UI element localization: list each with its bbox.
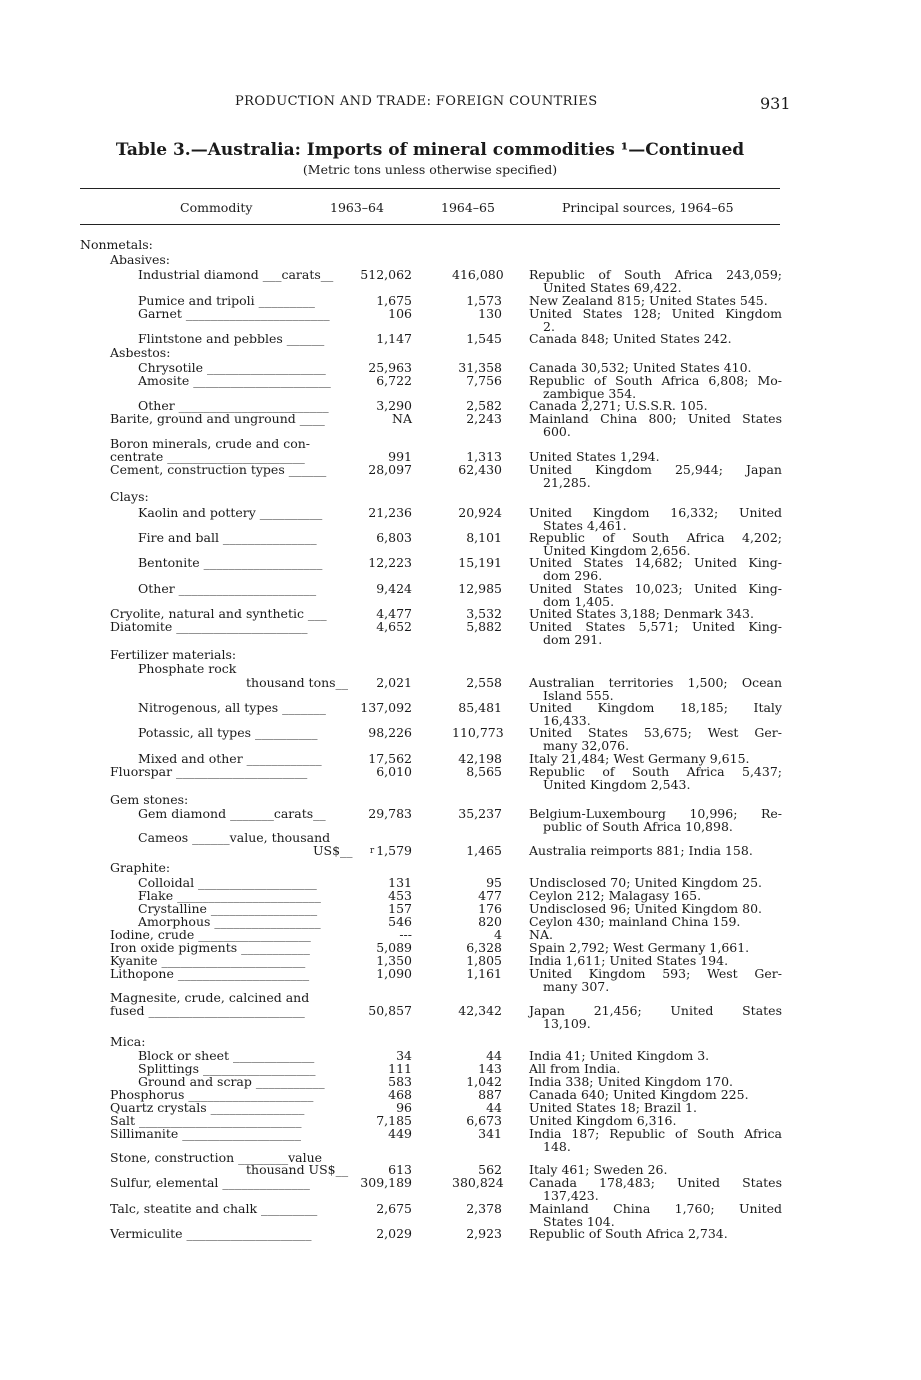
value-1964-65-cell: 6,673	[466, 1113, 502, 1128]
value-1964-65-cell: 2,558	[466, 675, 502, 690]
commodity-cell: Boron minerals, crude and con-	[110, 436, 310, 451]
principal-sources-line: Republic of South Africa 6,808; Mo-	[529, 373, 782, 388]
value-1964-65-cell: 2,582	[466, 398, 502, 413]
principal-sources-line: Undisclosed 96; United Kingdom 80.	[529, 901, 763, 916]
principal-sources-continuation: 16,433.	[543, 712, 591, 728]
value-1963-64-text: 512,062	[360, 267, 412, 282]
value-1964-65-cell: 12,985	[458, 581, 502, 596]
principal-sources-cell	[529, 1005, 782, 1030]
commodity-cell: Flake _______________________	[138, 888, 321, 903]
value-1963-64-text: 453	[388, 888, 412, 903]
principal-sources-cell	[529, 766, 782, 791]
principal-sources-cell	[529, 269, 782, 294]
principal-sources-line: Republic of South Africa 4,202;	[529, 530, 782, 545]
principal-sources-continuation: dom 296.	[543, 567, 603, 583]
value-1964-65-cell: 143	[478, 1061, 502, 1076]
commodity-cell: Kaolin and pottery __________	[138, 505, 323, 520]
principal-sources-line: Canada 30,532; United States 410.	[529, 360, 752, 375]
principal-sources-line: India 41; United Kingdom 3.	[529, 1048, 710, 1063]
principal-sources-line: India 1,611; United States 194.	[529, 953, 729, 968]
commodity-cell: Block or sheet _____________	[138, 1048, 315, 1063]
value-1963-64-text: 1,675	[376, 293, 412, 308]
table-title: Table 3.—Australia: Imports of mineral commodities ¹—Continued	[115, 140, 745, 160]
value-1964-65-cell: 1,465	[466, 843, 502, 858]
value-1964-65-cell: 42,342	[458, 1003, 502, 1018]
value-1963-64-cell	[352, 532, 412, 545]
value-1963-64-text: 12,223	[368, 555, 412, 570]
value-1963-64-cell	[352, 621, 412, 634]
commodity-cell: Nitrogenous, all types _______	[138, 700, 326, 715]
principal-sources-line: Canada 2,271; U.S.S.R. 105.	[529, 398, 708, 413]
value-1964-65-cell: 3,532	[466, 606, 502, 621]
value-1963-64-cell	[352, 845, 412, 858]
commodity-cell: Ground and scrap ___________	[138, 1074, 325, 1089]
principal-sources-cell	[529, 702, 782, 727]
commodity-cell: Potassic, all types __________	[138, 725, 318, 740]
commodity-cell: Abasives:	[110, 252, 170, 267]
commodity-cell: Vermiculite ____________________	[110, 1226, 312, 1241]
value-1964-65-cell: 1,042	[466, 1074, 502, 1089]
principal-sources-cell	[529, 621, 782, 646]
principal-sources-line: Canada 178,483; United States	[529, 1175, 782, 1190]
principal-sources-continuation: 600.	[543, 423, 571, 439]
value-1963-64-cell	[352, 557, 412, 570]
principal-sources-line: Australia reimports 881; India 158.	[529, 843, 753, 858]
value-1963-64-cell	[352, 308, 412, 321]
commodity-cell: Fire and ball _______________	[138, 530, 317, 545]
value-1964-65-cell: 2,923	[466, 1226, 502, 1241]
commodity-cell: Barite, ground and unground ____	[110, 411, 325, 426]
value-1964-65-cell: 35,237	[458, 806, 502, 821]
value-1964-65-cell: 887	[478, 1087, 502, 1102]
value-1963-64-text: 9,424	[376, 581, 412, 596]
commodity-cell: centrate ______________________	[110, 449, 305, 464]
commodity-cell: fused _________________________	[110, 1003, 305, 1018]
value-1963-64-text: 28,097	[368, 462, 412, 477]
value-1963-64-text: 3,290	[376, 398, 412, 413]
commodity-cell: Fertilizer materials:	[110, 647, 237, 662]
value-1964-65-cell: 341	[478, 1126, 502, 1141]
value-1964-65-cell: 110,773	[452, 725, 504, 740]
principal-sources-line: United States 5,571; United King-	[529, 619, 782, 634]
value-1963-64-text: 6,722	[376, 373, 412, 388]
principal-sources-line: All from India.	[529, 1061, 621, 1076]
value-1963-64-text: 34	[396, 1048, 412, 1063]
principal-sources-line: Canada 848; United States 242.	[529, 331, 732, 346]
value-1963-64-text: 1,350	[376, 953, 412, 968]
column-header-1963-64: 1963–64	[330, 200, 384, 215]
principal-sources-line: Spain 2,792; West Germany 1,661.	[529, 940, 750, 955]
principal-sources-cell	[529, 1203, 782, 1228]
principal-sources-continuation: United Kingdom 2,543.	[543, 776, 691, 792]
value-1963-64-text: 4,477	[376, 606, 412, 621]
commodity-cell: Chrysotile ___________________	[138, 360, 326, 375]
principal-sources-line: United States 10,023; United King-	[529, 581, 782, 596]
principal-sources-cell	[529, 1177, 782, 1202]
principal-sources-continuation: dom 1,405.	[543, 593, 615, 609]
value-1964-65-cell: 4	[494, 927, 502, 942]
value-1963-64-text: 613	[388, 1162, 412, 1177]
principal-sources-line: United States 3,188; Denmark 343.	[529, 606, 754, 621]
principal-sources-continuation: 13,109.	[543, 1015, 591, 1031]
commodity-cell: Industrial diamond ___carats__	[138, 267, 334, 282]
value-1964-65-cell: 1,313	[466, 449, 502, 464]
value-1963-64-cell	[352, 464, 412, 477]
principal-sources-line: United Kingdom 18,185; Italy	[529, 700, 782, 715]
principal-sources-cell	[529, 916, 782, 929]
value-1963-64-text: 546	[388, 914, 412, 929]
value-1963-64-text: 1,579	[376, 843, 412, 858]
column-header-1964-65: 1964–65	[441, 200, 495, 215]
value-1963-64-text: 449	[388, 1126, 412, 1141]
value-1963-64-text: 583	[388, 1074, 412, 1089]
commodity-cell: thousand tons__	[246, 675, 349, 690]
value-1963-64-text: 157	[388, 901, 412, 916]
commodity-cell: Sillimanite ___________________	[110, 1126, 302, 1141]
commodity-cell: Stone, construction ________value	[110, 1150, 323, 1165]
commodity-cell: Cameos ______value, thousand	[138, 830, 331, 845]
principal-sources-line: United Kingdom 25,944; Japan	[529, 462, 782, 477]
value-1963-64-cell	[352, 1228, 412, 1241]
principal-sources-continuation: 137,423.	[543, 1187, 599, 1203]
commodity-cell: Colloidal ___________________	[138, 875, 317, 890]
principal-sources-line: India 338; United Kingdom 170.	[529, 1074, 734, 1089]
value-1963-64-text: 111	[388, 1061, 412, 1076]
commodity-cell: Splittings __________________	[138, 1061, 316, 1076]
commodity-cell: Crystalline _________________	[138, 901, 318, 916]
commodity-cell: Iron oxide pigments ___________	[110, 940, 310, 955]
commodity-cell: Phosphate rock	[138, 661, 237, 676]
column-header-principal-sources: Principal sources, 1964–65	[562, 200, 734, 215]
commodity-cell: Amosite ______________________	[138, 373, 331, 388]
commodity-cell: Cement, construction types ______	[110, 462, 327, 477]
principal-sources-line: United States 128; United Kingdom	[529, 306, 782, 321]
principal-sources-cell	[529, 375, 782, 400]
commodity-cell: Sulfur, elemental ______________	[110, 1175, 310, 1190]
principal-sources-line: Republic of South Africa 2,734.	[529, 1226, 728, 1241]
principal-sources-line: United States 1,294.	[529, 449, 660, 464]
principal-sources-line: Belgium-Luxembourg 10,996; Re-	[529, 806, 782, 821]
principal-sources-continuation: States 4,461.	[543, 517, 627, 533]
commodity-cell: Salt __________________________	[110, 1113, 302, 1128]
value-1963-64-text: 991	[388, 449, 412, 464]
principal-sources-cell	[529, 845, 782, 858]
commodity-cell: Asbestos:	[110, 345, 171, 360]
principal-sources-cell	[529, 464, 782, 489]
value-1963-64-text: 2,029	[376, 1226, 412, 1241]
value-1963-64-text: 1,090	[376, 966, 412, 981]
commodity-cell: Nonmetals:	[80, 237, 153, 252]
commodity-cell: Gem diamond _______carats__	[138, 806, 326, 821]
commodity-cell: Garnet _______________________	[138, 306, 330, 321]
revised-marker: r	[369, 846, 375, 856]
value-1963-64-text: 50,857	[368, 1003, 412, 1018]
principal-sources-line: Canada 640; United Kingdom 225.	[529, 1087, 749, 1102]
value-1963-64-cell	[352, 413, 412, 426]
value-1963-64-text: NA	[392, 411, 412, 426]
value-1964-65-cell: 85,481	[458, 700, 502, 715]
value-1963-64-text: 106	[388, 306, 412, 321]
commodity-cell: Flintstone and pebbles ______	[138, 331, 325, 346]
value-1963-64-cell	[352, 507, 412, 520]
principal-sources-continuation: United Kingdom 2,656.	[543, 542, 691, 558]
principal-sources-continuation: States 104.	[543, 1213, 615, 1229]
commodity-cell: US$__	[313, 843, 353, 858]
value-1963-64-cell	[352, 1177, 412, 1190]
principal-sources-line: Italy 21,484; West Germany 9,615.	[529, 751, 750, 766]
principal-sources-line: United States 53,675; West Ger-	[529, 725, 782, 740]
value-1963-64-text: 4,652	[376, 619, 412, 634]
table-top-rule	[80, 188, 780, 189]
principal-sources-line: Republic of South Africa 5,437;	[529, 764, 782, 779]
principal-sources-line: Undisclosed 70; United Kingdom 25.	[529, 875, 763, 890]
principal-sources-line: United Kingdom 593; West Ger-	[529, 966, 782, 981]
commodity-cell: Quartz crystals _______________	[110, 1100, 305, 1115]
value-1964-65-cell: 95	[486, 875, 502, 890]
value-1963-64-text: 2,021	[376, 675, 412, 690]
commodity-cell: Amorphous _________________	[138, 914, 321, 929]
value-1964-65-cell: 1,545	[466, 331, 502, 346]
principal-sources-continuation: Island 555.	[543, 687, 614, 703]
value-1964-65-cell: 416,080	[452, 267, 504, 282]
principal-sources-continuation: zambique 354.	[543, 385, 637, 401]
value-1964-65-cell: 562	[478, 1162, 502, 1177]
principal-sources-continuation: many 307.	[543, 978, 610, 994]
principal-sources-cell	[529, 507, 782, 532]
value-1964-65-cell: 2,378	[466, 1201, 502, 1216]
value-1963-64-text: 5,089	[376, 940, 412, 955]
principal-sources-line: United States 14,682; United King-	[529, 555, 782, 570]
value-1963-64-cell	[352, 375, 412, 388]
principal-sources-cell	[529, 968, 782, 993]
value-1963-64-cell	[352, 1203, 412, 1216]
principal-sources-continuation: 148.	[543, 1138, 571, 1154]
commodity-cell: Lithopone _____________________	[110, 966, 310, 981]
value-1964-65-cell: 44	[486, 1048, 502, 1063]
commodity-cell: Kyanite _______________________	[110, 953, 306, 968]
value-1964-65-cell: 5,882	[466, 619, 502, 634]
principal-sources-cell	[529, 333, 782, 346]
principal-sources-cell	[529, 308, 782, 333]
value-1963-64-text: 131	[388, 875, 412, 890]
principal-sources-cell	[529, 677, 782, 702]
principal-sources-line: Australian territories 1,500; Ocean	[529, 675, 782, 690]
commodity-cell: thousand US$__	[246, 1162, 349, 1177]
value-1963-64-cell	[352, 766, 412, 779]
value-1963-64-text: 2,675	[376, 1201, 412, 1216]
value-1963-64-text: 29,783	[368, 806, 412, 821]
principal-sources-line: Japan 21,456; United States	[529, 1003, 782, 1018]
principal-sources-cell	[529, 557, 782, 582]
value-1963-64-text: 25,963	[368, 360, 412, 375]
value-1964-65-cell: 8,565	[466, 764, 502, 779]
principal-sources-cell	[529, 1128, 782, 1153]
commodity-cell: Mica:	[110, 1034, 146, 1049]
value-1963-64-cell	[352, 1005, 412, 1018]
value-1963-64-cell	[352, 1128, 412, 1141]
value-1964-65-cell: 130	[478, 306, 502, 321]
commodity-cell: Mixed and other ____________	[138, 751, 322, 766]
value-1964-65-cell: 176	[478, 901, 502, 916]
value-1964-65-cell: 44	[486, 1100, 502, 1115]
commodity-cell: Clays:	[110, 489, 149, 504]
principal-sources-continuation: 2.	[543, 318, 555, 334]
value-1963-64-cell	[352, 968, 412, 981]
value-1964-65-cell: 20,924	[458, 505, 502, 520]
value-1963-64-text: 6,010	[376, 764, 412, 779]
value-1963-64-text: 468	[388, 1087, 412, 1102]
principal-sources-line: United Kingdom 6,316.	[529, 1113, 677, 1128]
commodity-cell: Other ________________________	[138, 398, 329, 413]
value-1963-64-text: 17,562	[368, 751, 412, 766]
commodity-cell: Pumice and tripoli _________	[138, 293, 315, 308]
value-1964-65-cell: 1,161	[466, 966, 502, 981]
principal-sources-continuation: dom 291.	[543, 631, 603, 647]
value-1963-64-text: ---	[399, 927, 412, 942]
principal-sources-line: India 187; Republic of South Africa	[529, 1126, 782, 1141]
value-1964-65-cell: 7,756	[466, 373, 502, 388]
principal-sources-line: Republic of South Africa 243,059;	[529, 267, 782, 282]
principal-sources-cell	[529, 413, 782, 438]
commodity-cell: Other ______________________	[138, 581, 317, 596]
principal-sources-line: Italy 461; Sweden 26.	[529, 1162, 668, 1177]
value-1964-65-cell: 42,198	[458, 751, 502, 766]
commodity-cell: Diatomite _____________________	[110, 619, 308, 634]
value-1964-65-cell: 31,358	[458, 360, 502, 375]
principal-sources-continuation: public of South Africa 10,898.	[543, 818, 733, 834]
column-header-commodity: Commodity	[180, 200, 253, 215]
principal-sources-line: United Kingdom 16,332; United	[529, 505, 782, 520]
principal-sources-line: NA.	[529, 927, 553, 942]
value-1963-64-text: 1,147	[376, 331, 412, 346]
commodity-cell: Bentonite ___________________	[138, 555, 323, 570]
commodity-cell: Fluorspar _____________________	[110, 764, 308, 779]
value-1963-64-cell	[352, 808, 412, 821]
value-1964-65-cell: 62,430	[458, 462, 502, 477]
table-header-rule	[80, 224, 780, 225]
value-1963-64-cell	[352, 269, 412, 282]
value-1964-65-cell: 2,243	[466, 411, 502, 426]
value-1963-64-text: 137,092	[360, 700, 412, 715]
commodity-cell: Graphite:	[110, 860, 171, 875]
table-subtitle: (Metric tons unless otherwise specified)	[302, 162, 558, 177]
value-1964-65-cell: 8,101	[466, 530, 502, 545]
value-1964-65-cell: 380,824	[452, 1175, 504, 1190]
principal-sources-line: Ceylon 212; Malagasy 165.	[529, 888, 702, 903]
value-1964-65-cell: 1,573	[466, 293, 502, 308]
principal-sources-line: New Zealand 815; United States 545.	[529, 293, 768, 308]
commodity-cell: Gem stones:	[110, 792, 189, 807]
principal-sources-cell	[529, 583, 782, 608]
running-title: PRODUCTION AND TRADE: FOREIGN COUNTRIES	[235, 94, 598, 109]
principal-sources-cell	[529, 532, 782, 557]
commodity-cell: Magnesite, crude, calcined and	[110, 990, 310, 1005]
principal-sources-cell	[529, 727, 782, 752]
value-1964-65-cell: 15,191	[458, 555, 502, 570]
principal-sources-continuation: United States 69,422.	[543, 279, 682, 295]
value-1963-64-text: 6,803	[376, 530, 412, 545]
principal-sources-line: Mainland China 1,760; United	[529, 1201, 782, 1216]
principal-sources-cell	[529, 1228, 782, 1241]
principal-sources-line: Ceylon 430; mainland China 159.	[529, 914, 741, 929]
value-1963-64-cell	[352, 583, 412, 596]
value-1963-64-text: 21,236	[368, 505, 412, 520]
value-1963-64-text: 309,189	[360, 1175, 412, 1190]
principal-sources-line: United States 18; Brazil 1.	[529, 1100, 698, 1115]
commodity-cell: Cryolite, natural and synthetic ___	[110, 606, 327, 621]
value-1963-64-cell	[352, 333, 412, 346]
commodity-cell: Phosphorus ____________________	[110, 1087, 314, 1102]
principal-sources-continuation: many 32,076.	[543, 737, 630, 753]
value-1963-64-cell	[352, 727, 412, 740]
value-1963-64-text: 7,185	[376, 1113, 412, 1128]
page-number: 931	[760, 94, 791, 113]
principal-sources-cell	[529, 808, 782, 833]
value-1964-65-cell: 820	[478, 914, 502, 929]
commodity-cell: Iodine, crude __________________	[110, 927, 311, 942]
value-1964-65-cell: 1,805	[466, 953, 502, 968]
commodity-cell: Talc, steatite and chalk _________	[110, 1201, 318, 1216]
principal-sources-continuation: 21,285.	[543, 474, 591, 490]
value-1964-65-cell: 6,328	[466, 940, 502, 955]
principal-sources-line: Mainland China 800; United States	[529, 411, 782, 426]
value-1963-64-text: 96	[396, 1100, 412, 1115]
value-1963-64-cell	[352, 677, 412, 690]
value-1963-64-text: 98,226	[368, 725, 412, 740]
value-1963-64-cell	[352, 702, 412, 715]
value-1964-65-cell: 477	[478, 888, 502, 903]
